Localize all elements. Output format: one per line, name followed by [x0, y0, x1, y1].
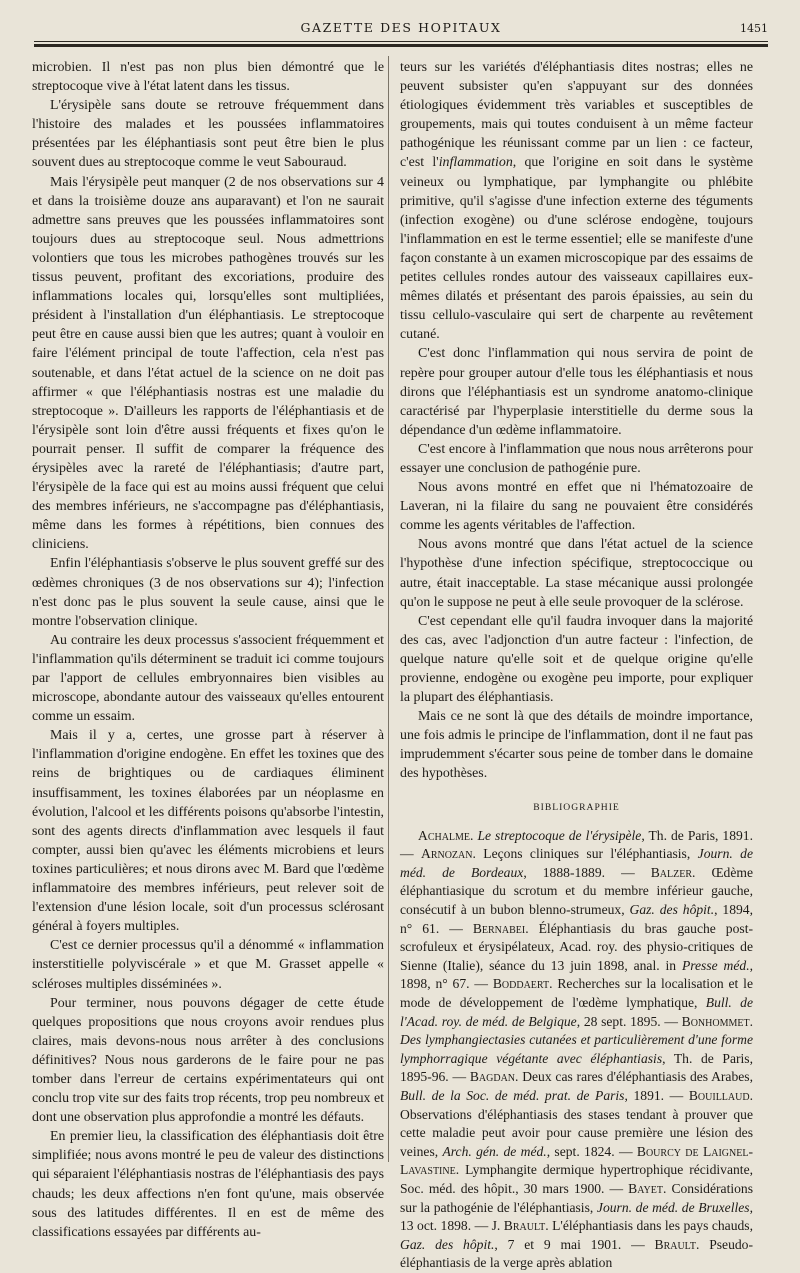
- biblio-text: , 1894, n° 61. —: [400, 902, 753, 936]
- biblio-author: Bourcy de Laignel-Lavastine: [400, 1143, 753, 1178]
- biblio-author: Achalme: [418, 827, 471, 843]
- biblio-text: , 28 sept. 1895. —: [576, 1013, 682, 1029]
- bibliography-text: [400, 827, 753, 1273]
- biblio-author: Brault: [654, 1236, 696, 1252]
- biblio-text: , 1891. —: [624, 1087, 689, 1103]
- biblio-text: . Observations d'éléphantiasis des stases tendant à prouver que cette maladie peut avoir pour cause première une lésion des veines,: [400, 1087, 753, 1159]
- emphasis-text: inflammation: [438, 155, 513, 171]
- paragraph: Pour terminer, nous pouvons dégager de cette étude quelques propositions que nous croyons avoir rendues plus claires, mais devons-nous nous arrêter à des conclusions définitives? Nous nous garderons de le faire pour ne pas tomber dans l'erreur de certains expérimentateurs qui ont conclu trop vite sur des faits trop récents, trop peu nombreux et dont une observation plus approfondie a montré les défauts.: [32, 995, 384, 1126]
- paragraph: Mais l'érysipèle peut manquer (2 de nos observations sur 4 et dans la troisième douze ans auparavant) et l'on ne saurait admettre sans preuves que les poussées inflammatoires sont toujours dues au streptocoque seul. Nous admettrions volontiers que tous les microbes pathogènes trouvés sur les tissus peuvent, profitant des excoriations, produire des inflammations locales qui, lorsqu'elles sont multipliées, président à l'installation d'un éléphantiasis. Le streptocoque peut être en cause aussi bien que les autres; quant à vouloir en faire l'élément principal de toute l'affection, cela n'est pas soutenable, et dans l'état actuel de la science on ne doit pas affirmer « que l'éléphantiasis nostras est une maladie du streptocoque ». D'ailleurs les rapports de l'éléphantiasis et de l'érysipèle sont loin d'être aussi fréquents et fixes qu'on le pourrait penser. Il suffit de comparer la fréquence des érysipèles avec la rareté de l'éléphantiasis; d'autre part, l'érysipèle de la face qui est au moins aussi fréquent que celui des membres inférieurs, ne s'accompagne pas d'éléphantiasis, même dans les formes à répétitions, bien connues des cliniciens.: [32, 174, 384, 553]
- biblio-text: . Lymphangite dermique hypertrophique récidivante, Soc. méd. des hôpit., 30 mars 1900. —: [400, 1162, 753, 1196]
- journal-title: GAZETTE DES HOPITAUX: [300, 20, 502, 35]
- paragraph: Enfin l'éléphantiasis s'observe le plus souvent greffé sur des œdèmes chroniques (3 de nos observations sur 4); l'infection n'est donc pas le plus souvent la seule cause, ainsi que le montre l'observation clinique.: [32, 556, 384, 629]
- biblio-author: Bayet: [628, 1180, 663, 1196]
- biblio-title: Des lymphangiectasies cutanées et particulièrement d'une forme lymphorragique végétante avec éléphantiasis: [400, 1032, 753, 1066]
- biblio-title: Arch. gén. de méd.: [442, 1143, 547, 1159]
- paragraph: C'est donc l'inflammation qui nous servira de point de repère pour grouper autour d'elle tous les éléphantiasis et nous dirons que l'éléphantiasis est un syndrome anatomo-clinique caractérisé par l'hyperplasie interstitielle du derme sous la dépendance d'un œdème inflammatoire.: [400, 346, 753, 438]
- header-rule-thick: [34, 44, 768, 47]
- biblio-title: Gaz. des hôpit.: [400, 1236, 495, 1252]
- biblio-text: , sept. 1824. —: [546, 1143, 637, 1159]
- biblio-author: Boddaert: [492, 976, 550, 992]
- left-column: [32, 58, 384, 1242]
- bibliography-heading: BIBLIOGRAPHIE: [533, 801, 620, 813]
- biblio-text: , 1888-1889. —: [523, 864, 651, 880]
- paragraph: C'est encore à l'inflammation que nous nous arrêterons pour essayer une conclusion de pathogénie pure.: [400, 441, 753, 476]
- biblio-author: Brault: [503, 1218, 546, 1234]
- biblio-author: Bouillaud: [688, 1087, 750, 1103]
- biblio-author: Arnozan: [421, 846, 473, 862]
- paragraph-text: , que l'origine en soit dans le système veineux ou lymphatique, par lymphangite ou phlébite primitive, qu'il s'agisse d'une infection externe des téguments (infection exogène) ou d'une sclérose endogène, toujours l'inflammation en est le terme essentiel; elle se manifeste d'une façon constante à un examen microscopique par des essaims de petites cellules rondes autour des vaisseaux capillaires eux-mêmes dilatés et présentant des parois épaissies, au sein du tissu cellulo-vasculaire qui sert de charpente au revêtement cutané.: [400, 155, 753, 343]
- biblio-text: .: [470, 827, 478, 843]
- biblio-text: , 7 et 9 mai 1901. —: [494, 1236, 655, 1252]
- paragraph: [400, 58, 753, 344]
- paragraph: Au contraire les deux processus s'associent fréquemment et l'inflammation qu'ils déterminent se traduit ici comme toujours par l'apport de cellules embryonnaires bien visibles au microscope, abondante autour des vaisseaux qu'elles entourent comme un essaim.: [32, 632, 384, 725]
- paragraph: Mais il y a, certes, une grosse part à réserver à l'inflammation d'origine endogène. En effet les toxines que des reins de brightiques ou de cardiaques éliminent insuffisamment, les toxines élaborées par un néoplasme en évolution, l'alcool et les différents poisons qu'absorbe l'intestin, sont des agents directs d'inflammation avec lesquels il faut compter, aussi bien qu'avec les éléments microbiens et leurs toxines particulières; et nous dirons avec M. Bard que l'œdème inflammatoire des membres inférieurs, peut relever soit de l'extension d'une lésion locale, soit d'un processus sclérosant général à foyers multiples.: [32, 728, 384, 935]
- biblio-text: . Œdème éléphantiasique du scrotum et du membre inférieur gauche, consécutif à un bubon blenno-strumeux,: [400, 864, 753, 918]
- biblio-text: . Deux cas rares d'éléphantiasis des Arabes,: [515, 1069, 753, 1085]
- page-number: 1451: [740, 22, 768, 35]
- paragraph-text: teurs sur les variétés d'éléphantiasis dites nostras; elles ne peuvent subsister qu'en s'appuyant sur des données étiologiques évidemment très variables et susceptibles de groupements, mais qui toutes conduisent à un même facteur pathogénique les réunissant comme par un lien : ce facteur, c'est l': [400, 60, 753, 171]
- biblio-title: Gaz. des hôpit.: [629, 902, 715, 918]
- biblio-author: Bagdan: [469, 1069, 516, 1085]
- paragraph: L'érysipèle sans doute se retrouve fréquemment dans l'histoire des malades et les poussées inflammatoires présentées par les éléphantiasis sont peut être bien le plus souvent dues au streptocoque comme le veut Sabouraud.: [32, 98, 384, 171]
- paragraph: Nous avons montré en effet que ni l'hématozoaire de Laveran, ni la filaire du sang ne pouvaient être considérés comme les agents véritables de l'affection.: [400, 480, 753, 534]
- biblio-text: . Leçons cliniques sur l'éléphantiasis,: [472, 846, 698, 862]
- biblio-title: Bull. de l'Acad. roy. de méd. de Belgique: [400, 995, 753, 1029]
- paragraph: En premier lieu, la classification des éléphantiasis doit être simplifiée; nous avons montré le peu de valeur des distinctions qui séparaient l'éléphantiasis nostras de l'éléphantiasis des pays chauds; les deux affections n'en font qu'une, mais observée sous des latitudes différentes. Il en est de même des classifications essayées par différents au-: [32, 1129, 384, 1240]
- biblio-text: .: [749, 1013, 753, 1029]
- biblio-title: Journ. de méd. de Bordeaux: [400, 846, 753, 880]
- paragraph: Mais ce ne sont là que des détails de moindre importance, une fois admis le principe de l'inflammation, dont il ne faut pas imprudemment s'écarter sous peine de tomber dans le domaine des hypothèses.: [400, 709, 753, 782]
- biblio-title: Bull. de la Soc. de méd. prat. de Paris: [400, 1087, 625, 1103]
- biblio-title: Journ. de méd. de Bruxelles: [596, 1199, 750, 1215]
- page-header: [34, 16, 768, 46]
- biblio-text: . Éléphantiasis du bras gauche post-scrofuleux et érysipélateux, Acad. roy. des physio-critiques de Sienne (Italie), séance du 13 juin 1898, anal. in: [400, 920, 753, 973]
- biblio-text: , Th. de Paris, 1891. —: [400, 827, 753, 862]
- biblio-text: . Considérations sur la pathogénie de l'éléphantiasis,: [400, 1180, 754, 1215]
- paragraph: Nous avons montré que dans l'état actuel de la science l'hypothèse d'une infection spécifique, streptococcique ou autre, était inacceptable. La stase mécanique aussi prolongée qu'on le suppose ne peut à elle seule provoquer de la sclérose.: [400, 537, 753, 610]
- biblio-author: Bonhommet: [681, 1013, 750, 1029]
- biblio-text: . Recherches sur la localisation et le mode de développement de l'œdème lymphatique,: [400, 976, 753, 1010]
- biblio-text: . L'éléphantiasis dans les pays chauds,: [545, 1218, 753, 1234]
- biblio-text: , 13 oct. 1898. — J.: [400, 1199, 753, 1234]
- biblio-author: Bernabei: [472, 920, 526, 936]
- biblio-text: , Th. de Paris, 1895-96. —: [400, 1050, 753, 1085]
- biblio-title: Le streptocoque de l'érysipèle: [477, 827, 642, 843]
- biblio-text: , 1898, n° 67. —: [400, 957, 753, 992]
- header-rule-thin: [34, 41, 768, 42]
- paragraph: C'est cependant elle qu'il faudra invoquer dans la majorité des cas, avec l'adjonction d'un autre facteur : l'infection, de quelque nature qu'elle soit et de quelque origine qu'elle provienne, endogène ou exogène peu importe, pour expliquer la plupart des éléphantiasis.: [400, 613, 753, 706]
- biblio-author: Balzer: [650, 864, 693, 880]
- column-divider: [388, 56, 389, 1162]
- biblio-title: Presse méd.: [681, 957, 750, 973]
- biblio-text: . Pseudo-éléphantiasis de la verge après ablation: [400, 1236, 754, 1271]
- paragraph: C'est ce dernier processus qu'il a dénommé « inflammation insterstitielle polyviscérale » et que M. Grasset appelle « scléroses multiples disséminées ».: [32, 938, 384, 992]
- paragraph: microbien. Il n'est pas non plus bien démontré que le streptocoque vive à l'état latent dans les tissus.: [32, 60, 384, 95]
- right-column: [400, 58, 753, 1273]
